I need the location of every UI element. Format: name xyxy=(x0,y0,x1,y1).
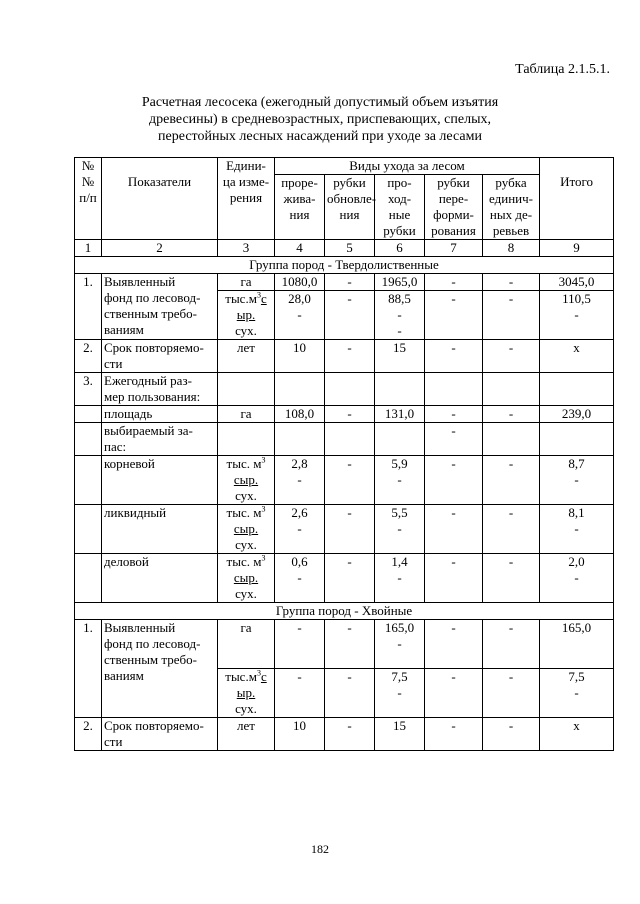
value-cell xyxy=(275,668,325,717)
value-cell: х xyxy=(540,340,614,373)
value-text: 2,0 xyxy=(568,554,585,569)
value-cell xyxy=(375,456,425,505)
value-cell: - xyxy=(325,406,375,423)
value-text: - xyxy=(508,620,514,635)
header-type xyxy=(483,175,540,240)
value-cell xyxy=(375,554,425,603)
value-cell: 239,0 xyxy=(540,406,614,423)
header-text: ные xyxy=(388,207,411,222)
value-cell: - xyxy=(325,340,375,373)
indicator-text: ственным требо- xyxy=(104,306,197,321)
header-text: Итого xyxy=(560,174,593,189)
empty-cell xyxy=(540,373,614,406)
value-cell xyxy=(275,620,325,669)
table-row xyxy=(75,423,614,456)
value-text: - xyxy=(347,291,352,306)
header-text: про- xyxy=(387,175,412,190)
value-cell xyxy=(275,505,325,554)
table-row xyxy=(75,668,614,717)
value-text: - xyxy=(451,456,456,471)
value-cell: 3045,0 xyxy=(540,274,614,291)
unit-text: сух. xyxy=(235,323,257,338)
column-number: 4 xyxy=(275,240,325,257)
value-cell xyxy=(325,668,375,717)
header-type xyxy=(325,175,375,240)
value-text: - xyxy=(508,668,514,684)
header-row xyxy=(75,158,614,175)
header-total xyxy=(540,158,614,240)
value-text: - xyxy=(297,668,302,684)
value-cell xyxy=(540,620,614,669)
value-text: - xyxy=(574,684,579,700)
unit-text: сух. xyxy=(235,586,257,601)
value-cell: - xyxy=(325,274,375,291)
header-unit xyxy=(218,158,275,240)
header-type xyxy=(425,175,483,240)
unit-cell: лет xyxy=(218,340,275,373)
header-text: пере- xyxy=(438,191,469,206)
value-text: - xyxy=(297,570,302,585)
value-cell xyxy=(325,505,375,554)
value-cell: 1080,0 xyxy=(275,274,325,291)
value-cell: 131,0 xyxy=(375,406,425,423)
indicator-text: мер пользования: xyxy=(104,389,201,404)
value-cell xyxy=(540,554,614,603)
value-text: 8,1 xyxy=(568,505,585,520)
value-cell: - xyxy=(483,340,540,373)
value-text: 5,9 xyxy=(391,456,408,471)
header-text: обновле- xyxy=(327,191,377,206)
value-cell xyxy=(275,554,325,603)
empty-cell xyxy=(75,505,102,554)
row-indicator: ликвидный xyxy=(102,505,218,554)
row-indicator xyxy=(102,620,218,669)
empty-cell xyxy=(75,554,102,603)
value-text: 2,8 xyxy=(291,456,308,471)
indicator-text: ваниям xyxy=(104,322,144,337)
header-indicator xyxy=(102,158,218,240)
empty-cell xyxy=(275,373,325,406)
value-cell xyxy=(325,620,375,669)
value-text: - xyxy=(397,636,402,651)
table-row xyxy=(75,340,614,373)
value-text: 7,5 xyxy=(391,668,408,684)
value-cell xyxy=(425,554,483,603)
value-text: - xyxy=(451,668,456,684)
header-num xyxy=(75,158,102,240)
group-title: Группа пород - Хвойные xyxy=(75,603,614,620)
value-cell xyxy=(483,291,540,340)
empty-cell xyxy=(425,373,483,406)
table-row xyxy=(75,620,614,669)
value-cell: - xyxy=(425,406,483,423)
value-text: - xyxy=(451,291,456,306)
group-title: Группа пород - Твердолиственные xyxy=(75,257,614,274)
value-text: - xyxy=(397,521,402,536)
empty-cell xyxy=(483,373,540,406)
table-row xyxy=(75,717,614,750)
header-text: п/п xyxy=(79,190,97,205)
value-cell: 10 xyxy=(275,717,325,750)
table-row xyxy=(75,456,614,505)
empty-cell xyxy=(275,423,325,456)
value-text: 165,0 xyxy=(384,620,415,635)
value-text: - xyxy=(397,684,402,700)
value-text: - xyxy=(297,472,302,487)
indicator-text: Срок повторяемо- xyxy=(104,340,204,355)
unit-superscript: 3 xyxy=(256,290,261,300)
value-cell: 1965,0 xyxy=(375,274,425,291)
value-cell: 10 xyxy=(275,340,325,373)
value-text: - xyxy=(397,570,402,585)
value-text: - xyxy=(347,620,352,635)
table-row xyxy=(75,505,614,554)
value-text: - xyxy=(397,323,402,338)
column-number: 7 xyxy=(425,240,483,257)
header-text: рения xyxy=(229,190,263,205)
header-text: рубки xyxy=(383,223,416,238)
value-cell xyxy=(540,668,614,717)
header-text: № xyxy=(81,158,95,173)
header-text: форми- xyxy=(433,207,474,222)
group-row xyxy=(75,603,614,620)
unit-text: тыс. м xyxy=(226,456,262,471)
header-text: ход- xyxy=(387,191,412,206)
value-text: - xyxy=(508,456,514,471)
unit-text: сух. xyxy=(235,488,257,503)
empty-cell xyxy=(540,423,614,456)
caption-line: перестойных лесных насаждений при уходе за лесами xyxy=(158,129,482,144)
group-row xyxy=(75,257,614,274)
value-text: - xyxy=(574,570,579,585)
header-text: Показатели xyxy=(127,174,192,189)
header-text: ца изме- xyxy=(222,174,270,189)
row-indicator xyxy=(102,423,218,456)
empty-cell xyxy=(75,456,102,505)
unit-text: сух. xyxy=(235,700,257,716)
row-indicator: деловой xyxy=(102,554,218,603)
row-number: 2. xyxy=(75,717,102,750)
value-cell xyxy=(483,668,540,717)
unit-text: сух. xyxy=(235,537,257,552)
unit-cell xyxy=(218,554,275,603)
row-number: 1. xyxy=(75,274,102,340)
indicator-text: Срок повторяемо- xyxy=(104,717,204,733)
unit-cell: га xyxy=(218,274,275,291)
column-number: 1 xyxy=(75,240,102,257)
value-text: 0,6 xyxy=(291,554,308,569)
empty-cell xyxy=(325,423,375,456)
unit-text: с xyxy=(260,291,267,306)
column-number: 2 xyxy=(102,240,218,257)
row-number: 2. xyxy=(75,340,102,373)
value-cell: - xyxy=(425,423,483,456)
value-text: 7,5 xyxy=(568,668,585,684)
value-text: 8,7 xyxy=(568,456,585,471)
value-cell xyxy=(425,620,483,669)
value-text: - xyxy=(297,620,302,635)
column-number: 8 xyxy=(483,240,540,257)
header-text: ных де- xyxy=(489,207,533,222)
value-cell: - xyxy=(425,274,483,291)
unit-text: сыр. xyxy=(233,521,259,536)
unit-cell xyxy=(218,668,275,717)
value-text: - xyxy=(347,554,352,569)
value-cell: - xyxy=(425,717,483,750)
indicator-text: Выявленный xyxy=(104,274,176,289)
header-text: № xyxy=(81,174,95,189)
row-indicator xyxy=(102,274,218,340)
row-indicator xyxy=(102,373,218,406)
value-text: 110,5 xyxy=(562,291,591,306)
unit-superscript: 3 xyxy=(256,668,261,678)
value-cell: 15 xyxy=(375,340,425,373)
unit-text: сыр. xyxy=(233,472,259,487)
indicator-text: фонд по лесовод- xyxy=(104,636,201,651)
value-cell: - xyxy=(425,340,483,373)
value-text: - xyxy=(397,307,402,322)
indicator-text: фонд по лесовод- xyxy=(104,290,201,305)
value-cell xyxy=(483,456,540,505)
unit-text: тыс. м xyxy=(226,505,262,520)
value-text: - xyxy=(574,521,579,536)
column-number: 5 xyxy=(325,240,375,257)
row-number: 1. xyxy=(75,620,102,718)
table-caption xyxy=(120,94,520,145)
value-cell: - xyxy=(483,406,540,423)
unit-superscript: 3 xyxy=(261,455,266,465)
value-text: - xyxy=(574,307,579,322)
value-cell: - xyxy=(483,717,540,750)
header-text: ния xyxy=(289,207,310,222)
indicator-text: сти xyxy=(104,356,123,371)
unit-cell: га xyxy=(218,406,275,423)
value-text: 165,0 xyxy=(561,620,592,635)
table-label: Таблица 2.1.5.1. xyxy=(515,62,610,77)
value-text: - xyxy=(451,620,456,635)
unit-text: тыс.м xyxy=(225,668,257,684)
value-cell xyxy=(483,554,540,603)
header-type xyxy=(275,175,325,240)
empty-cell xyxy=(375,423,425,456)
value-text: - xyxy=(451,554,456,569)
row-number: 3. xyxy=(75,373,102,406)
empty-cell xyxy=(218,423,275,456)
row-indicator xyxy=(102,340,218,373)
unit-text: сыр. xyxy=(233,570,259,585)
unit-superscript: 3 xyxy=(261,504,266,514)
value-cell xyxy=(540,456,614,505)
value-text: 88,5 xyxy=(388,291,411,306)
unit-cell: га xyxy=(218,620,275,669)
row-indicator: ваниям xyxy=(102,668,218,717)
unit-cell xyxy=(218,291,275,340)
value-cell xyxy=(425,291,483,340)
value-cell: - xyxy=(325,717,375,750)
header-text: проре- xyxy=(281,175,318,190)
value-text: - xyxy=(508,291,514,306)
value-cell: 15 xyxy=(375,717,425,750)
value-text: 2,6 xyxy=(291,505,308,520)
value-cell xyxy=(540,505,614,554)
unit-text: ыр. xyxy=(236,684,256,700)
unit-text: с xyxy=(260,668,267,684)
value-cell xyxy=(425,668,483,717)
empty-cell xyxy=(75,406,102,423)
value-cell xyxy=(540,291,614,340)
value-cell: х xyxy=(540,717,614,750)
unit-cell: лет xyxy=(218,717,275,750)
table-row xyxy=(75,554,614,603)
value-text: 5,5 xyxy=(391,505,408,520)
header-text: рубки xyxy=(437,175,470,190)
unit-text: тыс.м xyxy=(225,291,257,306)
value-cell xyxy=(275,456,325,505)
value-text: - xyxy=(574,472,579,487)
value-text: - xyxy=(297,307,302,322)
header-text: ния xyxy=(339,207,360,222)
header-text: рубка xyxy=(495,175,527,190)
value-cell xyxy=(483,620,540,669)
indicator-text: ственным требо- xyxy=(104,652,197,667)
table-row xyxy=(75,373,614,406)
value-text: 28,0 xyxy=(288,291,311,306)
header-text: рования xyxy=(431,223,476,238)
empty-cell xyxy=(483,423,540,456)
value-cell xyxy=(375,620,425,669)
indicator-text: Ежегодный раз- xyxy=(104,373,192,388)
forest-care-table xyxy=(74,157,614,751)
unit-text: ыр. xyxy=(236,307,256,322)
value-cell xyxy=(275,291,325,340)
value-text: - xyxy=(347,456,352,471)
unit-superscript: 3 xyxy=(261,553,266,563)
value-cell xyxy=(375,291,425,340)
value-cell xyxy=(325,554,375,603)
indicator-text: выбираемый за- xyxy=(104,423,193,438)
value-cell xyxy=(325,291,375,340)
header-text: единич- xyxy=(489,191,533,206)
header-type xyxy=(375,175,425,240)
value-cell xyxy=(425,456,483,505)
table-row xyxy=(75,274,614,291)
unit-cell xyxy=(218,456,275,505)
empty-cell xyxy=(375,373,425,406)
header-text: жива- xyxy=(283,191,316,206)
value-text: - xyxy=(451,505,456,520)
header-text: Едини- xyxy=(226,158,266,173)
table-row xyxy=(75,406,614,423)
value-text: 1,4 xyxy=(391,554,408,569)
caption-line: древесины) в средневозрастных, приспевающих, спелых, xyxy=(149,112,491,127)
value-cell: 108,0 xyxy=(275,406,325,423)
empty-cell xyxy=(218,373,275,406)
value-cell xyxy=(425,505,483,554)
column-number: 3 xyxy=(218,240,275,257)
column-number: 9 xyxy=(540,240,614,257)
indicator-text: пас: xyxy=(104,439,127,454)
value-text: - xyxy=(297,521,302,536)
value-cell: - xyxy=(483,274,540,291)
unit-text: тыс. м xyxy=(226,554,262,569)
header-text: ревьев xyxy=(492,223,530,238)
row-indicator: площадь xyxy=(102,406,218,423)
header-text: рубки xyxy=(333,175,366,190)
page-number: 182 xyxy=(311,842,329,856)
value-text: - xyxy=(347,505,352,520)
value-text: - xyxy=(508,505,514,520)
header-care-types: Виды ухода за лесом xyxy=(275,158,540,175)
value-cell xyxy=(483,505,540,554)
value-cell xyxy=(375,668,425,717)
caption-line: Расчетная лесосека (ежегодный допустимый объем изъятия xyxy=(141,95,499,110)
unit-cell xyxy=(218,505,275,554)
value-text: - xyxy=(397,472,402,487)
row-indicator xyxy=(102,717,218,750)
value-text: - xyxy=(347,668,352,684)
empty-cell xyxy=(325,373,375,406)
column-number-row xyxy=(75,240,614,257)
column-number: 6 xyxy=(375,240,425,257)
indicator-text: сти xyxy=(104,733,123,749)
value-cell xyxy=(375,505,425,554)
value-text: - xyxy=(508,554,514,569)
empty-cell xyxy=(75,423,102,456)
indicator-text: Выявленный xyxy=(104,620,176,635)
row-indicator: корневой xyxy=(102,456,218,505)
value-cell xyxy=(325,456,375,505)
